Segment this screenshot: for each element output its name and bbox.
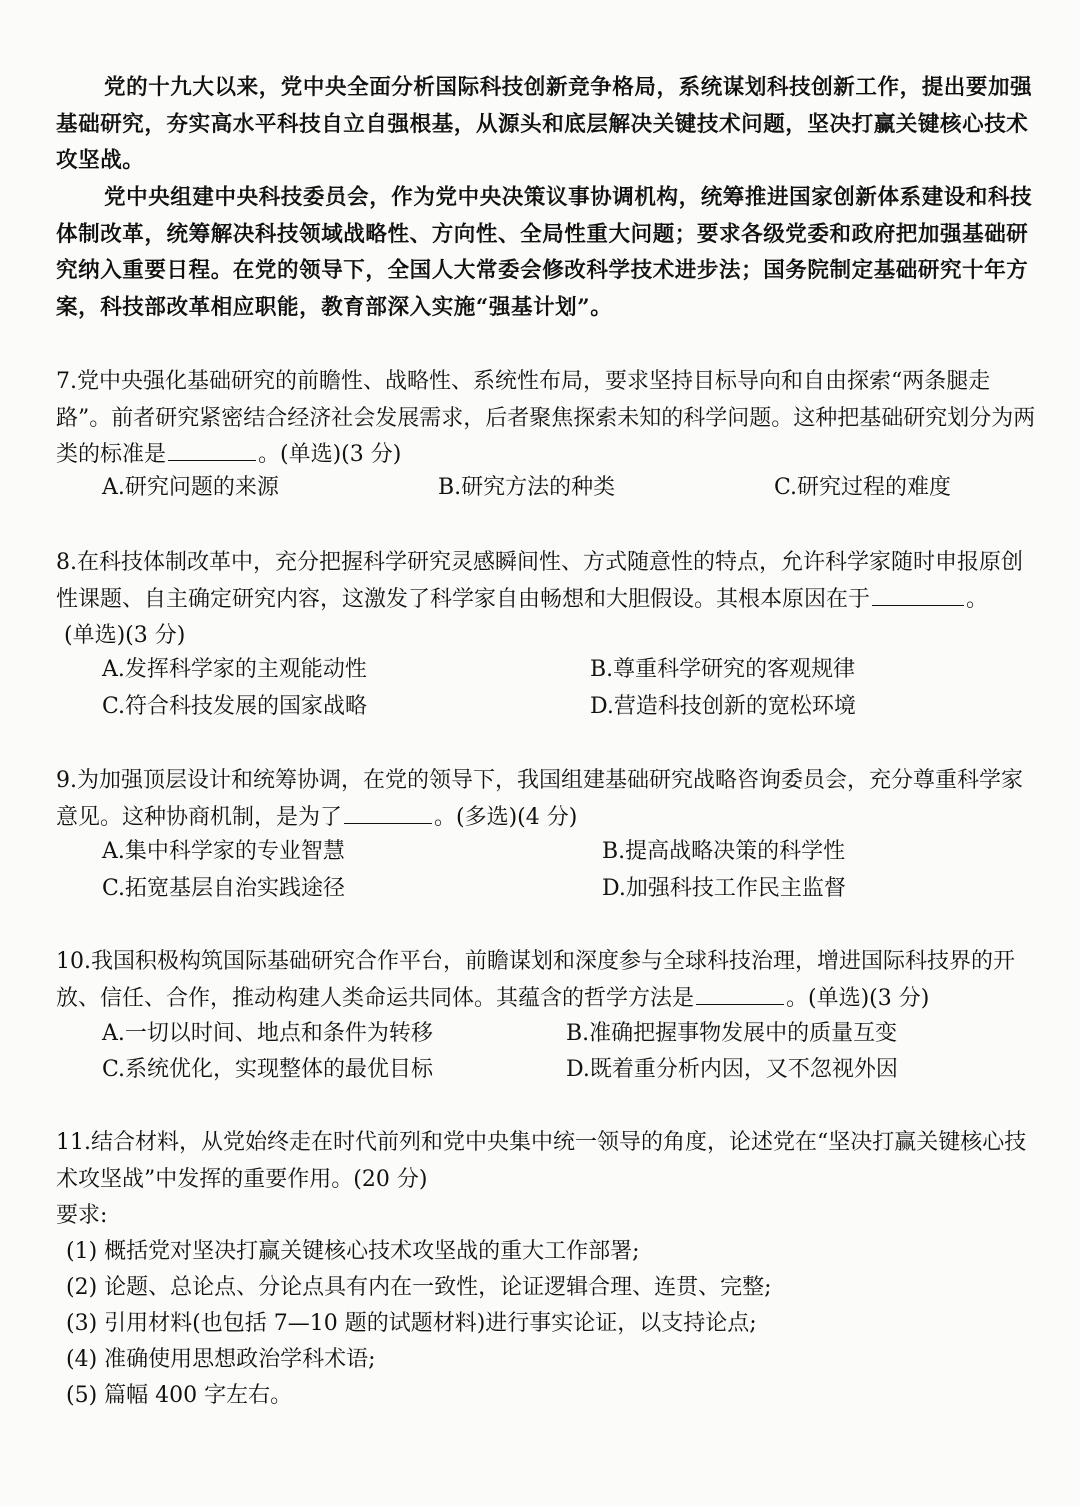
q8-option-a[interactable]: A.发挥科学家的主观能动性 [102,657,367,682]
q9-stem-suffix: 。(多选)(4 分) [434,804,578,830]
q9-option-d[interactable]: D.加强科技工作民主监督 [602,876,846,901]
q11-requirements-title: 要求: [56,1203,108,1228]
q7-option-b[interactable]: B.研究方法的种类 [438,475,616,500]
q7-stem-suffix: 。(单选)(3 分) [258,442,402,467]
q8-question-type: (单选)(3 分) [64,623,186,648]
q11-requirement-3: (3) 引用材料(也包括 7—10 题的试题材料)进行事实论证，以支持论点; [66,1311,757,1336]
q10-stem-text: 10.我国积极构筑国际基础研究合作平台，前瞻谋划和深度参与全球科技治理，增进国际科技界的开放、信任、合作，推动构建人类命运共同体。其蕴含的哲学方法是 [56,949,1015,1011]
q11-requirement-1: (1) 概括党对坚决打赢关键核心技术攻坚战的重大工作部署; [66,1239,640,1264]
material-paragraph-2: 党中央组建中央科技委员会，作为党中央决策议事协调机构，统筹推进国家创新体系建设和科技体制改革，统筹解决科技领域战略性、方向性、全局性重大问题；要求各级党委和政府把加强基础研究纳入重要日程。在党的领导下，全国人大常委会修改科学技术进步法；国务院制定基础研究十年方案，科技部改革相应职能，教育部深入实施“强基计划”。 [56,185,1033,320]
q9-option-c[interactable]: C.拓宽基层自治实践途径 [102,876,346,901]
question-7-stem [56,364,1036,474]
question-11-stem: 11.结合材料，从党始终走在时代前列和党中央集中统一领导的角度，论述党在“坚决打赢关键核心技术攻坚战”中发挥的重要作用。(20 分) [56,1130,1027,1192]
q8-option-c[interactable]: C.符合科技发展的国家战略 [102,694,368,719]
q8-answer-blank[interactable] [872,585,964,606]
q11-requirement-2: (2) 论题、总论点、分论点具有内在一致性，论证逻辑合理、连贯、完整; [66,1275,772,1300]
material-paragraph-1: 党的十九大以来，党中央全面分析国际科技创新竞争格局，系统谋划科技创新工作，提出要加强基础研究，夯实高水平科技自立自强根基，从源头和底层解决关键技术问题，坚决打赢关键核心技术攻坚战。 [56,75,1033,173]
q9-option-b[interactable]: B.提高战略决策的科学性 [602,839,846,864]
q8-option-d[interactable]: D.营造科技创新的宽松环境 [590,694,856,719]
q8-stem-suffix: 。 [966,586,989,612]
q11-requirement-4: (4) 准确使用思想政治学科术语; [66,1347,376,1372]
q8-stem-text: 8.在科技体制改革中，充分把握科学研究灵感瞬间性、方式随意性的特点，允许科学家随时申报原创性课题、自主确定研究内容，这激发了科学家自由畅想和大胆假设。其根本原因在于 [56,550,1023,612]
question-9-stem [56,763,1036,836]
q10-option-b[interactable]: B.准确把握事物发展中的质量互变 [566,1021,898,1046]
q8-option-b[interactable]: B.尊重科学研究的客观规律 [590,657,856,682]
q10-option-d[interactable]: D.既着重分析内因，又不忽视外因 [566,1057,898,1082]
q7-answer-blank[interactable] [168,440,256,461]
q10-option-a[interactable]: A.一切以时间、地点和条件为转移 [102,1021,433,1046]
q7-option-a[interactable]: A.研究问题的来源 [102,475,279,500]
q10-answer-blank[interactable] [696,984,784,1005]
q9-stem-text: 9.为加强顶层设计和统筹协调，在党的领导下，我国组建基础研究战略咨询委员会，充分尊重科学家意见。这种协商机制，是为了 [56,768,1023,830]
q10-option-c[interactable]: C.系统优化，实现整体的最优目标 [102,1057,434,1082]
question-8-stem [56,545,1036,618]
q7-option-c[interactable]: C.研究过程的难度 [774,475,952,500]
q9-option-a[interactable]: A.集中科学家的专业智慧 [102,839,345,864]
question-10-stem [56,944,1036,1017]
q7-stem-text: 7.党中央强化基础研究的前瞻性、战略性、系统性布局，要求坚持目标导向和自由探索“两条腿走路”。前者研究紧密结合经济社会发展需求，后者聚焦探索未知的科学问题。这种把基础研究划分为两类的标准是 [56,369,1036,467]
q9-answer-blank[interactable] [344,803,432,824]
q10-stem-suffix: 。(单选)(3 分) [786,985,930,1011]
q11-requirement-5: (5) 篇幅 400 字左右。 [66,1383,293,1408]
